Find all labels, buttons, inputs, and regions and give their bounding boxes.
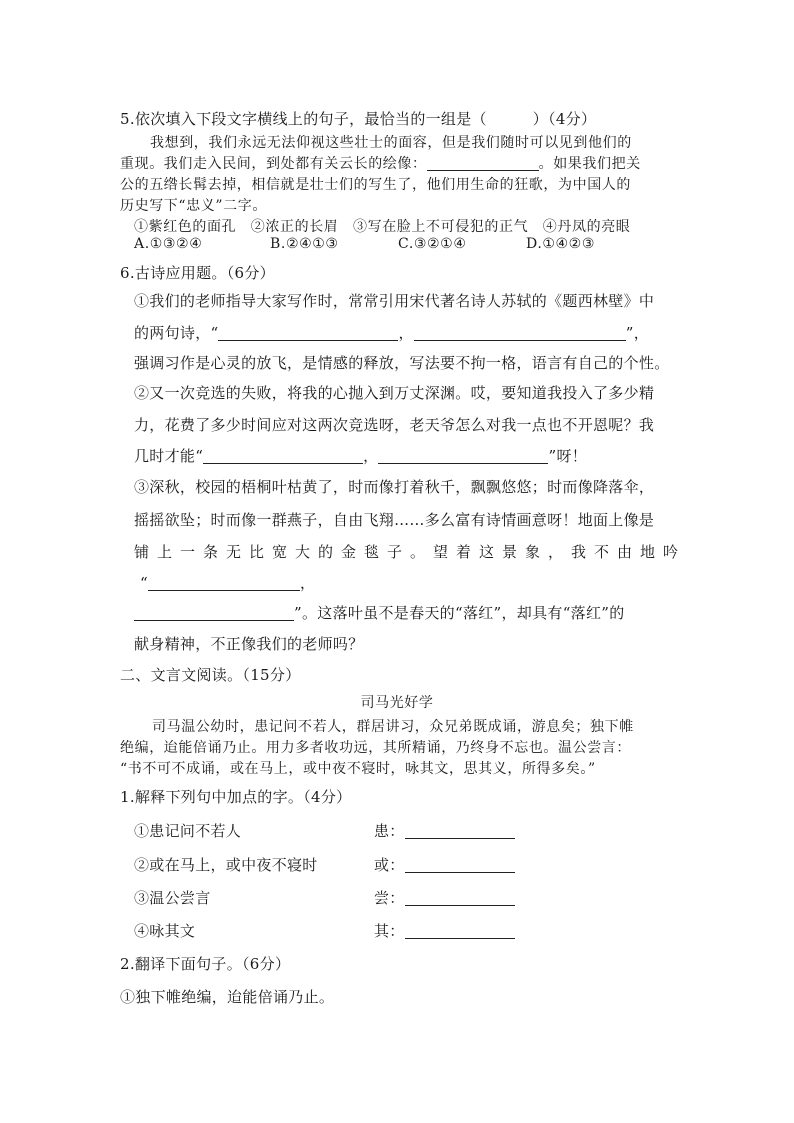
q1-blank-4[interactable] (405, 924, 515, 939)
q5-items: ①紫红色的面孔 ②浓正的长眉 ③写在脸上不可侵犯的正气 ④丹凤的亮眼 (134, 219, 631, 235)
q6-p3-line-3: 铺上一条无比宽大的金毯子。望着这景象，我不由地吟 (134, 543, 687, 561)
q6-blank-6[interactable] (134, 606, 294, 621)
q5-passage-2a: 重现。我们走入民间，到处都有关云长的绘像： (120, 156, 427, 172)
q6-p3-line-1: ③深秋，校园的梧桐叶枯黄了，时而像打着秋千，飘飘悠悠；时而像降落伞， (134, 478, 655, 496)
q6-blank-3[interactable] (203, 449, 363, 464)
q1-word-1: 患： (374, 822, 405, 840)
q6-title: 6.古诗应用题。（6分） (120, 264, 275, 282)
q6-blank-4[interactable] (378, 449, 548, 464)
q1-sentence-1: ①患记问不若人 (134, 822, 242, 840)
q6-p3-line-6: 献身精神，不正像我们的老师吗？ (134, 635, 364, 653)
q5-passage-line-4: 历史写下“忠义”二字。 (120, 198, 267, 214)
q1-blank-1[interactable] (405, 824, 515, 839)
q1-blank-3[interactable] (405, 891, 515, 906)
text-line-2: 绝编，迨能倍诵乃止。用力多者收功远，其所精诵，乃终身不忘也。温公尝言： (120, 740, 631, 756)
q6-p3-line-5 (134, 602, 625, 623)
q1-blank-2[interactable] (405, 858, 515, 873)
q1-word-3: 尝： (374, 889, 405, 907)
text-line-1: 司马温公幼时，患记问不若人，群居讲习，众兄弟既成诵，游息矣；独下帷 (152, 719, 634, 735)
text-line-3: “书不可不成诵，或在马上，或中夜不寝时，咏其文，思其义，所得多矣。” (120, 761, 596, 777)
q5-option-a[interactable]: A.①③②④ (134, 236, 203, 252)
q5-option-d[interactable]: D.①④②③ (526, 236, 595, 252)
section-2-heading: 二、文言文阅读。（15分） (120, 666, 301, 684)
q1-answer-3 (374, 887, 515, 908)
q6-p2-3a: 几时才能“ (134, 447, 204, 465)
q1-answer-4 (374, 920, 515, 941)
q6-blank-5[interactable] (148, 576, 300, 591)
q6-p2-line-2: 力，花费了多少时间应对这两次竞选呀，老天爷怎么对我一点也不开恩呢？我 (134, 416, 655, 434)
q5-passage-line-2 (120, 153, 641, 173)
q2-title: 2.翻译下面句子。（6分） (120, 955, 291, 973)
q1-sentence-2: ②或在马上，或中夜不寝时 (134, 856, 318, 874)
q5-passage-line-3: 公的五绺长髯去掉，相信就是壮士们的写生了，他们用生命的狂歌，为中国人的 (120, 177, 631, 193)
q1-sentence-4: ④咏其文 (134, 922, 196, 940)
text-title: 司马光好学 (360, 695, 434, 711)
q6-p2-line-3 (134, 445, 587, 466)
q5-title: 5.依次填入下段文字横线上的句子，最恰当的一组是（ ）（4分） (120, 110, 597, 128)
q6-p3-line-4 (140, 572, 315, 593)
q6-p3-4b: ， (299, 574, 316, 592)
q5-blank[interactable] (427, 156, 539, 171)
q6-p1-line-1: ①我们的老师指导大家写作时，常常引用宋代著名诗人苏轼的《题西林壁》中 (134, 292, 655, 310)
q1-word-2: 或： (374, 856, 405, 874)
q6-p1-line-3: 强调习作是心灵的放飞，是情感的释放，写法要不拘一格，语言有自己的个性。 (134, 354, 670, 372)
q6-p3-line-2: 摇摇欲坠；时而像一群燕子，自由飞翔……多么富有诗情画意呀！地面上像是 (134, 511, 655, 529)
q6-blank-1[interactable] (218, 326, 398, 341)
q6-p3-5: ”。这落叶虽不是春天的“落红”，却具有“落红”的 (294, 604, 625, 622)
q6-p3-4a: “ (140, 574, 148, 592)
q5-option-c[interactable]: C.③②①④ (398, 236, 467, 252)
q1-answer-2 (374, 854, 515, 875)
q6-p2-3b: ， (363, 447, 379, 465)
q6-p1-2c: ”， (625, 324, 650, 342)
q5-option-b[interactable]: B.②④①③ (270, 236, 339, 252)
q1-sentence-3: ③温公尝言 (134, 889, 211, 907)
q5-passage-line-1: 我想到，我们永远无法仰视这些壮士的面容，但是我们随时可以见到他们的 (150, 135, 632, 151)
q6-p2-line-1: ②又一次竞选的失败，将我的心抛入到万丈深渊。哎，要知道我投入了多少精 (134, 384, 655, 402)
q1-title: 1.解释下列句中加点的字。（4分） (120, 788, 352, 806)
q6-blank-2[interactable] (414, 326, 626, 341)
q6-p2-3c: ”呀！ (548, 447, 588, 465)
q5-passage-2b: 。如果我们把关 (538, 156, 641, 172)
q6-p1-line-2 (134, 322, 649, 343)
q6-p1-2b: ， (398, 324, 414, 342)
q1-word-4: 其： (374, 922, 405, 940)
q1-answer-1 (374, 820, 515, 841)
q6-p1-2a: 的两句诗，“ (134, 324, 219, 342)
q2-sentence-1: ①独下帷绝编，迨能倍诵乃止。 (120, 988, 335, 1006)
